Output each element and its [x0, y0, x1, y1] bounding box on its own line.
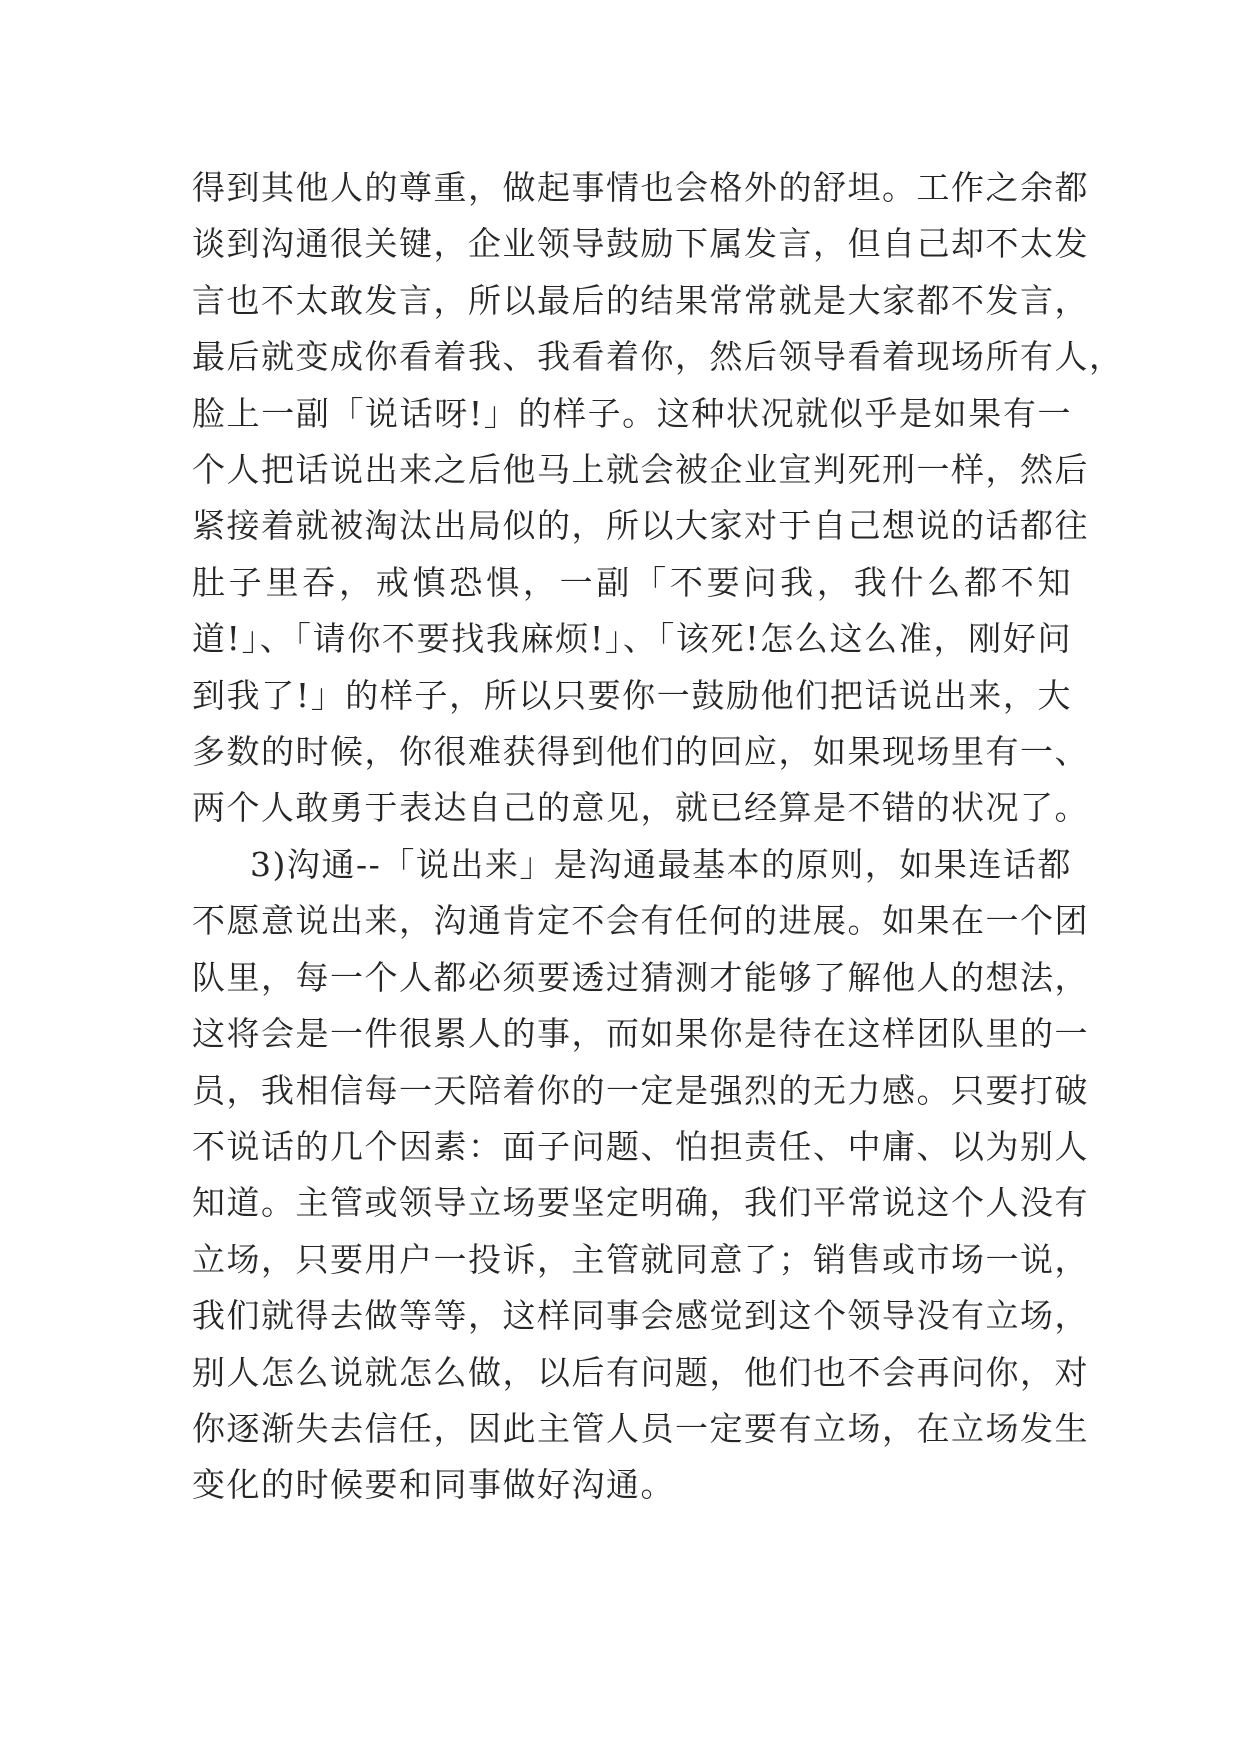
text-line: 员，我相信每一天陪着你的一定是强烈的无力感。只要打破	[192, 1070, 1089, 1110]
text-line: 言也不太敢发言，所以最后的结果常常就是大家都不发言，	[192, 280, 1089, 320]
text-line: 两个人敢勇于表达自己的意见，就已经算是不错的状况了。	[192, 788, 1089, 828]
text-line: 队里，每一个人都必须要透过猜测才能够了解他人的想法，	[192, 957, 1089, 997]
text-line: 别人怎么说就怎么做，以后有问题，他们也不会再问你，对	[192, 1352, 1089, 1392]
text-line: 多数的时候，你很难获得到他们的回应，如果现场里有一、	[192, 732, 1089, 772]
text-line: 个人把话说出来之后他马上就会被企业宣判死刑一样，然后	[192, 450, 1089, 490]
text-line: 不说话的几个因素：面子问题、怕担责任、中庸、以为别人	[192, 1126, 1089, 1166]
text-line: 脸上一副「说话呀!」的样子。这种状况就似乎是如果有一	[192, 393, 1072, 433]
text-line: 肚子里吞，戒慎恐惧，一副「不要问我，我什么都不知	[192, 562, 1072, 602]
body-text	[192, 160, 1124, 1514]
text-line: 道!」、「请你不要找我麻烦!」、「该死!怎么这么准，刚好问	[192, 619, 1072, 659]
text-line: 我们就得去做等等，这样同事会感觉到这个领导没有立场，	[192, 1296, 1089, 1336]
text-line: 最后就变成你看着我、我看着你，然后领导看着现场所有人，	[192, 337, 1124, 377]
text-line: 得到其他人的尊重，做起事情也会格外的舒坦。工作之余都	[192, 168, 1089, 207]
text-line: 这将会是一件很累人的事，而如果你是待在这样团队里的一	[192, 1014, 1089, 1054]
text-line: 紧接着就被淘汰出局似的，所以大家对于自己想说的话都往	[192, 506, 1089, 546]
text-line: 不愿意说出来，沟通肯定不会有任何的进展。如果在一个团	[192, 901, 1089, 941]
text-line: 你逐渐失去信任，因此主管人员一定要有立场，在立场发生	[192, 1408, 1089, 1448]
text-line: 知道。主管或领导立场要坚定明确，我们平常说这个人没有	[192, 1183, 1089, 1223]
text-line: 谈到沟通很关键，企业领导鼓励下属发言，但自己却不太发	[192, 224, 1089, 264]
text-line: 立场，只要用户一投诉，主管就同意了；销售或市场一说，	[192, 1239, 1089, 1279]
text-line-last: 变化的时候要和同事做好沟通。	[192, 1465, 675, 1505]
text-line: 到我了!」的样子，所以只要你一鼓励他们把话说出来，大	[192, 675, 1072, 715]
paragraph-start-line: 3)沟通--「说出来」是沟通最基本的原则，如果连话都	[250, 844, 1072, 884]
